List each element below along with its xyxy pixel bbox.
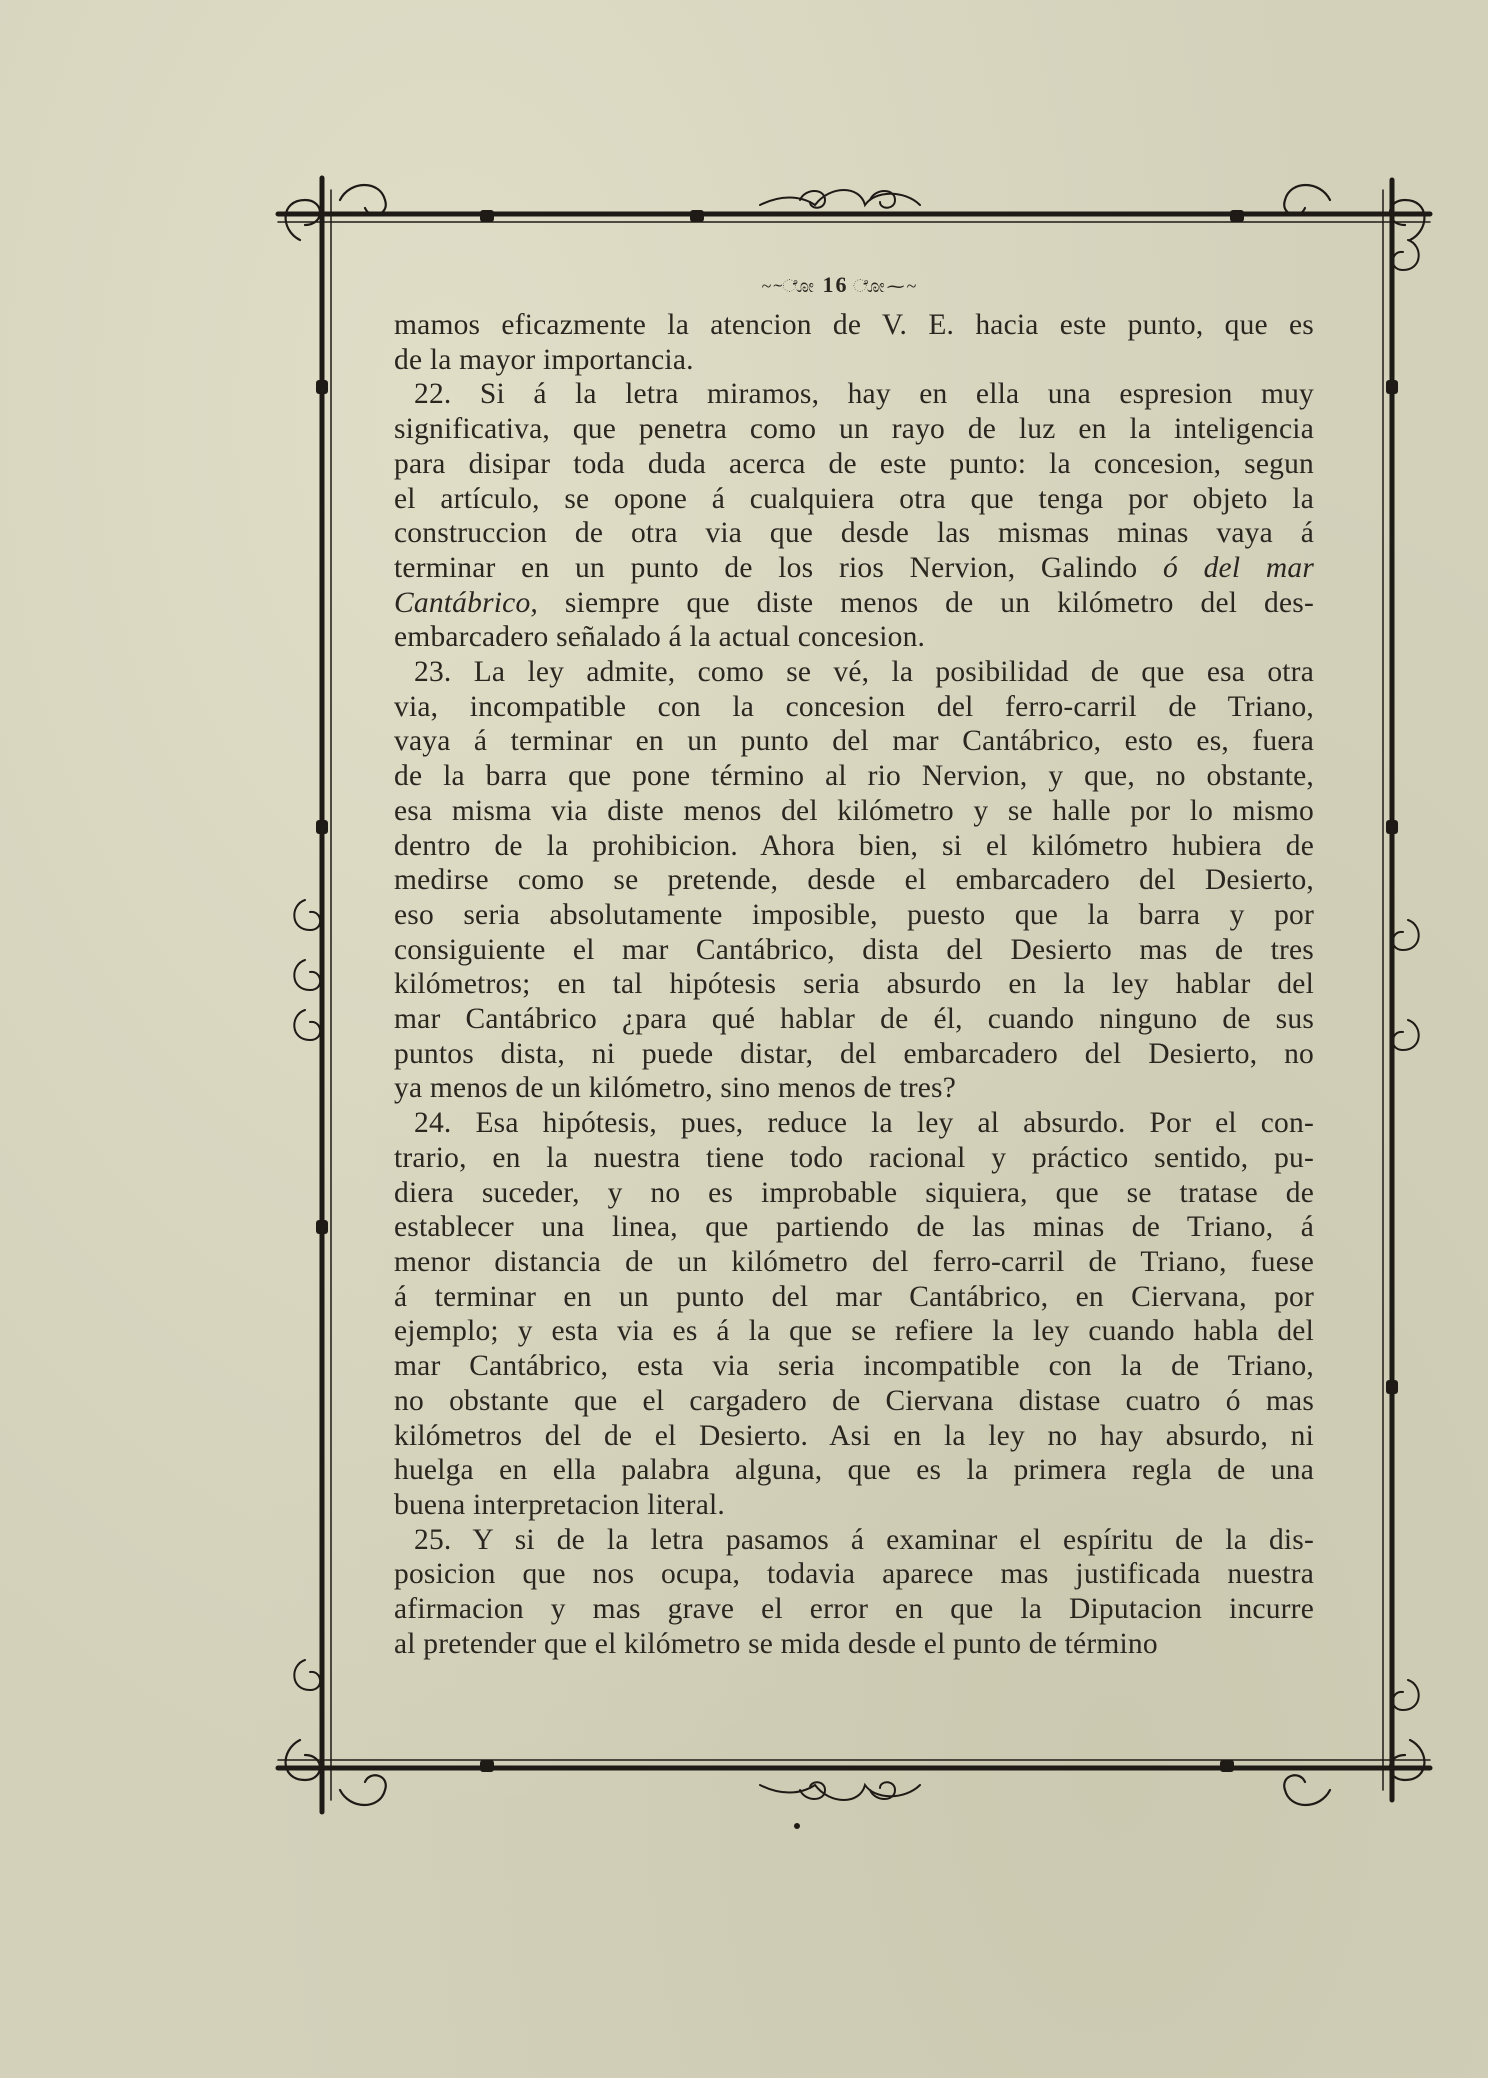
text-line: embarcadero señalado á la actual concesion. xyxy=(394,621,926,654)
text-line: huelga en ella palabra alguna, que es la primera regla de una xyxy=(394,1454,1314,1487)
text-line: medirse como se pretende, desde el embarcadero del Desierto, xyxy=(394,864,1314,897)
text-line: kilómetros del de el Desierto. Asi en la ley no hay absurdo, ni xyxy=(394,1419,1314,1452)
text-line: posicion que nos ocupa, todavia aparece mas justificada nuestra xyxy=(394,1558,1314,1591)
text-line: 23. La ley admite, como se vé, la posibilidad de que esa otra xyxy=(414,656,1314,689)
text-line: puntos dista, ni puede distar, del embarcadero del Desierto, no xyxy=(394,1037,1314,1070)
text-line: eso seria absolutamente imposible, puesto que la barra y por xyxy=(394,898,1314,931)
text-line: ya menos de un kilómetro, sino menos de tres? xyxy=(394,1072,957,1105)
text-line: buena interpretacion literal. xyxy=(394,1488,725,1521)
text-line: á terminar en un punto del mar Cantábrico, en Ciervana, por xyxy=(394,1280,1314,1313)
text-line: 22. Si á la letra miramos, hay en ella una espresion muy xyxy=(414,378,1314,411)
text-line: menor distancia de un kilómetro del ferro-carril de Triano, fuese xyxy=(394,1245,1314,1278)
text-line: establecer una linea, que partiendo de las minas de Triano, á xyxy=(394,1211,1314,1244)
text-line: kilómetros; en tal hipótesis seria absurdo en la ley hablar del xyxy=(394,968,1314,1001)
text-line: para disipar toda duda acerca de este punto: la concesion, segun xyxy=(394,447,1314,480)
text-line: consiguiente el mar Cantábrico, dista del Desierto mas de tres xyxy=(394,933,1314,966)
text-line: construccion de otra via que desde las mismas minas vaya á xyxy=(394,517,1314,550)
text-line: el artículo, se opone á cualquiera otra que tenga por objeto la xyxy=(394,482,1314,515)
page-number-ornament-right: ೋ⁓~ xyxy=(848,276,919,296)
page-number-value: 16 xyxy=(822,272,849,297)
text-line: Cantábrico, siempre que diste menos de un kilómetro del des- xyxy=(394,586,1314,619)
text-line: via, incompatible con la concesion del ferro-carril de Triano, xyxy=(394,690,1314,723)
text-line: dentro de la prohibicion. Ahora bien, si el kilómetro hubiera de xyxy=(394,829,1314,862)
text-line: no obstante que el cargadero de Ciervana distase cuatro ó mas xyxy=(394,1384,1314,1417)
text-line: trario, en la nuestra tiene todo racional y práctico sentido, pu- xyxy=(394,1141,1314,1174)
text-line: 25. Y si de la letra pasamos á examinar el espíritu de la dis- xyxy=(414,1523,1314,1556)
text-line: terminar en un punto de los rios Nervion, Galindo ó del mar xyxy=(394,551,1314,584)
text-line: diera suceder, y no es improbable siquiera, que se tratase de xyxy=(394,1176,1314,1209)
page-number xyxy=(700,272,980,298)
text-line: mar Cantábrico, esta via seria incompatible con la de Triano, xyxy=(394,1350,1314,1383)
body-text xyxy=(394,308,1314,1661)
text-line: afirmacion y mas grave el error en que la Diputacion incurre xyxy=(394,1593,1314,1626)
text-line: vaya á terminar en un punto del mar Cantábrico, esto es, fuera xyxy=(394,725,1314,758)
text-line: 24. Esa hipótesis, pues, reduce la ley al absurdo. Por el con- xyxy=(414,1107,1314,1140)
text-line: mamos eficazmente la atencion de V. E. hacia este punto, que es xyxy=(394,309,1314,341)
text-line: significativa, que penetra como un rayo de luz en la inteligencia xyxy=(394,413,1314,446)
text-line: esa misma via diste menos del kilómetro y se halle por lo mismo xyxy=(394,794,1314,827)
text-line: de la barra que pone término al rio Nervion, y que, no obstante, xyxy=(394,760,1314,793)
text-line: ejemplo; y esta via es á la que se refiere la ley cuando habla del xyxy=(394,1315,1314,1348)
text-line: mar Cantábrico ¿para qué hablar de él, cuando ninguno de sus xyxy=(394,1003,1314,1036)
text-line: al pretender que el kilómetro se mida desde el punto de término xyxy=(394,1627,1158,1660)
page-number-ornament-left: ~⁓ೋ xyxy=(761,276,823,296)
text-line: de la mayor importancia. xyxy=(394,343,694,376)
